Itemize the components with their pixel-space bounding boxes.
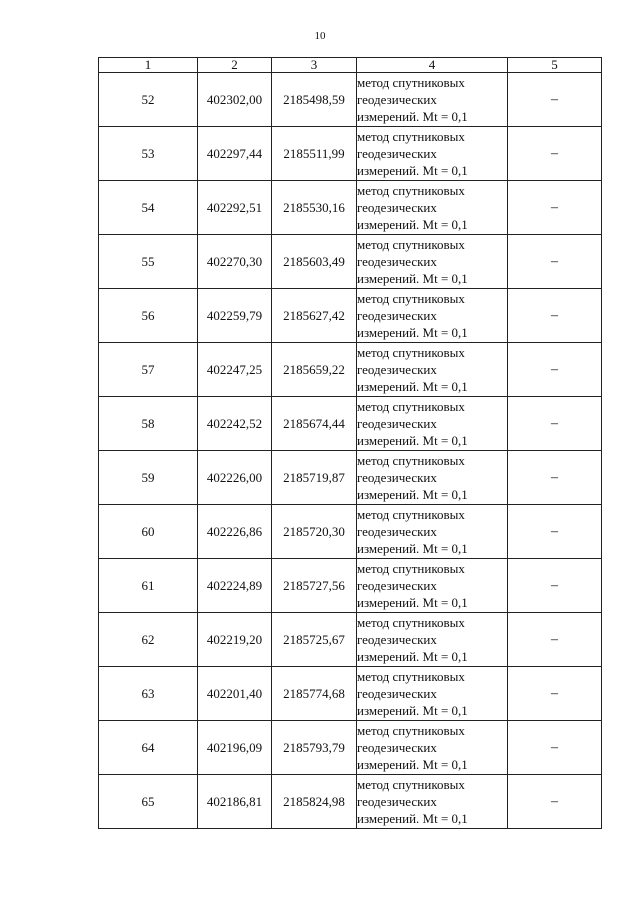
method-line: измерений. Mt = 0,1 bbox=[357, 217, 468, 232]
y-coordinate-cell: 2185824,98 bbox=[272, 775, 357, 829]
header-col-5: 5 bbox=[508, 58, 602, 73]
method-cell bbox=[357, 667, 508, 721]
method-line: измерений. Mt = 0,1 bbox=[357, 487, 468, 502]
method-cell bbox=[357, 775, 508, 829]
note-cell: – bbox=[508, 613, 602, 667]
method-cell bbox=[357, 721, 508, 775]
coordinates-table bbox=[98, 57, 602, 829]
point-number-cell: 62 bbox=[99, 613, 198, 667]
point-number-cell: 59 bbox=[99, 451, 198, 505]
point-number-cell: 55 bbox=[99, 235, 198, 289]
method-line: метод спутниковых bbox=[357, 75, 465, 90]
note-cell: – bbox=[508, 73, 602, 127]
method-cell bbox=[357, 289, 508, 343]
method-cell bbox=[357, 181, 508, 235]
note-cell: – bbox=[508, 235, 602, 289]
x-coordinate-cell: 402226,00 bbox=[198, 451, 272, 505]
method-line: измерений. Mt = 0,1 bbox=[357, 271, 468, 286]
method-line: геодезических bbox=[357, 92, 437, 107]
point-number-cell: 52 bbox=[99, 73, 198, 127]
method-line: метод спутниковых bbox=[357, 561, 465, 576]
method-line: метод спутниковых bbox=[357, 237, 465, 252]
x-coordinate-cell: 402302,00 bbox=[198, 73, 272, 127]
y-coordinate-cell: 2185720,30 bbox=[272, 505, 357, 559]
y-coordinate-cell: 2185793,79 bbox=[272, 721, 357, 775]
table-row bbox=[99, 181, 602, 235]
method-cell bbox=[357, 343, 508, 397]
note-cell: – bbox=[508, 721, 602, 775]
x-coordinate-cell: 402219,20 bbox=[198, 613, 272, 667]
y-coordinate-cell: 2185627,42 bbox=[272, 289, 357, 343]
note-cell: – bbox=[508, 775, 602, 829]
method-line: геодезических bbox=[357, 200, 437, 215]
point-number-cell: 63 bbox=[99, 667, 198, 721]
method-line: геодезических bbox=[357, 146, 437, 161]
method-cell bbox=[357, 505, 508, 559]
method-line: геодезических bbox=[357, 416, 437, 431]
x-coordinate-cell: 402297,44 bbox=[198, 127, 272, 181]
method-cell bbox=[357, 73, 508, 127]
table-row bbox=[99, 343, 602, 397]
x-coordinate-cell: 402247,25 bbox=[198, 343, 272, 397]
method-line: геодезических bbox=[357, 254, 437, 269]
method-line: геодезических bbox=[357, 740, 437, 755]
x-coordinate-cell: 402201,40 bbox=[198, 667, 272, 721]
note-cell: – bbox=[508, 127, 602, 181]
method-line: метод спутниковых bbox=[357, 345, 465, 360]
point-number-cell: 58 bbox=[99, 397, 198, 451]
y-coordinate-cell: 2185674,44 bbox=[272, 397, 357, 451]
method-cell bbox=[357, 397, 508, 451]
method-line: измерений. Mt = 0,1 bbox=[357, 163, 468, 178]
x-coordinate-cell: 402186,81 bbox=[198, 775, 272, 829]
method-cell bbox=[357, 127, 508, 181]
y-coordinate-cell: 2185498,59 bbox=[272, 73, 357, 127]
x-coordinate-cell: 402242,52 bbox=[198, 397, 272, 451]
table-body bbox=[99, 73, 602, 829]
method-line: измерений. Mt = 0,1 bbox=[357, 325, 468, 340]
method-line: геодезических bbox=[357, 794, 437, 809]
x-coordinate-cell: 402224,89 bbox=[198, 559, 272, 613]
table-header bbox=[99, 58, 602, 73]
method-line: геодезических bbox=[357, 308, 437, 323]
note-cell: – bbox=[508, 343, 602, 397]
method-line: метод спутниковых bbox=[357, 129, 465, 144]
y-coordinate-cell: 2185774,68 bbox=[272, 667, 357, 721]
method-line: геодезических bbox=[357, 524, 437, 539]
table-row bbox=[99, 667, 602, 721]
x-coordinate-cell: 402226,86 bbox=[198, 505, 272, 559]
method-line: геодезических bbox=[357, 632, 437, 647]
method-line: геодезических bbox=[357, 686, 437, 701]
table-row bbox=[99, 559, 602, 613]
method-line: геодезических bbox=[357, 470, 437, 485]
note-cell: – bbox=[508, 289, 602, 343]
point-number-cell: 57 bbox=[99, 343, 198, 397]
method-line: измерений. Mt = 0,1 bbox=[357, 541, 468, 556]
header-col-4: 4 bbox=[357, 58, 508, 73]
header-col-2: 2 bbox=[198, 58, 272, 73]
y-coordinate-cell: 2185659,22 bbox=[272, 343, 357, 397]
method-line: метод спутниковых bbox=[357, 669, 465, 684]
method-cell bbox=[357, 451, 508, 505]
note-cell: – bbox=[508, 667, 602, 721]
table-row bbox=[99, 127, 602, 181]
note-cell: – bbox=[508, 451, 602, 505]
method-line: метод спутниковых bbox=[357, 507, 465, 522]
method-line: метод спутниковых bbox=[357, 453, 465, 468]
table-row bbox=[99, 73, 602, 127]
x-coordinate-cell: 402270,30 bbox=[198, 235, 272, 289]
y-coordinate-cell: 2185530,16 bbox=[272, 181, 357, 235]
table-row bbox=[99, 721, 602, 775]
method-line: измерений. Mt = 0,1 bbox=[357, 703, 468, 718]
method-line: измерений. Mt = 0,1 bbox=[357, 433, 468, 448]
method-line: измерений. Mt = 0,1 bbox=[357, 595, 468, 610]
method-line: измерений. Mt = 0,1 bbox=[357, 379, 468, 394]
page-number: 10 bbox=[314, 30, 326, 42]
x-coordinate-cell: 402196,09 bbox=[198, 721, 272, 775]
table-row bbox=[99, 775, 602, 829]
method-line: измерений. Mt = 0,1 bbox=[357, 811, 468, 826]
method-line: метод спутниковых bbox=[357, 399, 465, 414]
point-number-cell: 54 bbox=[99, 181, 198, 235]
point-number-cell: 65 bbox=[99, 775, 198, 829]
header-col-3: 3 bbox=[272, 58, 357, 73]
point-number-cell: 64 bbox=[99, 721, 198, 775]
table-row bbox=[99, 505, 602, 559]
header-row bbox=[99, 58, 602, 73]
point-number-cell: 61 bbox=[99, 559, 198, 613]
table-row bbox=[99, 397, 602, 451]
header-col-1: 1 bbox=[99, 58, 198, 73]
point-number-cell: 53 bbox=[99, 127, 198, 181]
x-coordinate-cell: 402259,79 bbox=[198, 289, 272, 343]
method-line: метод спутниковых bbox=[357, 777, 465, 792]
method-line: метод спутниковых bbox=[357, 723, 465, 738]
table-row bbox=[99, 235, 602, 289]
method-line: измерений. Mt = 0,1 bbox=[357, 109, 468, 124]
y-coordinate-cell: 2185725,67 bbox=[272, 613, 357, 667]
method-cell bbox=[357, 559, 508, 613]
table-row bbox=[99, 289, 602, 343]
note-cell: – bbox=[508, 559, 602, 613]
y-coordinate-cell: 2185603,49 bbox=[272, 235, 357, 289]
method-line: геодезических bbox=[357, 578, 437, 593]
note-cell: – bbox=[508, 397, 602, 451]
method-line: метод спутниковых bbox=[357, 291, 465, 306]
y-coordinate-cell: 2185511,99 bbox=[272, 127, 357, 181]
note-cell: – bbox=[508, 505, 602, 559]
table-row bbox=[99, 613, 602, 667]
table-row bbox=[99, 451, 602, 505]
note-cell: – bbox=[508, 181, 602, 235]
point-number-cell: 60 bbox=[99, 505, 198, 559]
y-coordinate-cell: 2185727,56 bbox=[272, 559, 357, 613]
method-line: измерений. Mt = 0,1 bbox=[357, 757, 468, 772]
method-line: измерений. Mt = 0,1 bbox=[357, 649, 468, 664]
method-line: метод спутниковых bbox=[357, 183, 465, 198]
x-coordinate-cell: 402292,51 bbox=[198, 181, 272, 235]
point-number-cell: 56 bbox=[99, 289, 198, 343]
y-coordinate-cell: 2185719,87 bbox=[272, 451, 357, 505]
method-line: метод спутниковых bbox=[357, 615, 465, 630]
method-cell bbox=[357, 235, 508, 289]
method-line: геодезических bbox=[357, 362, 437, 377]
method-cell bbox=[357, 613, 508, 667]
